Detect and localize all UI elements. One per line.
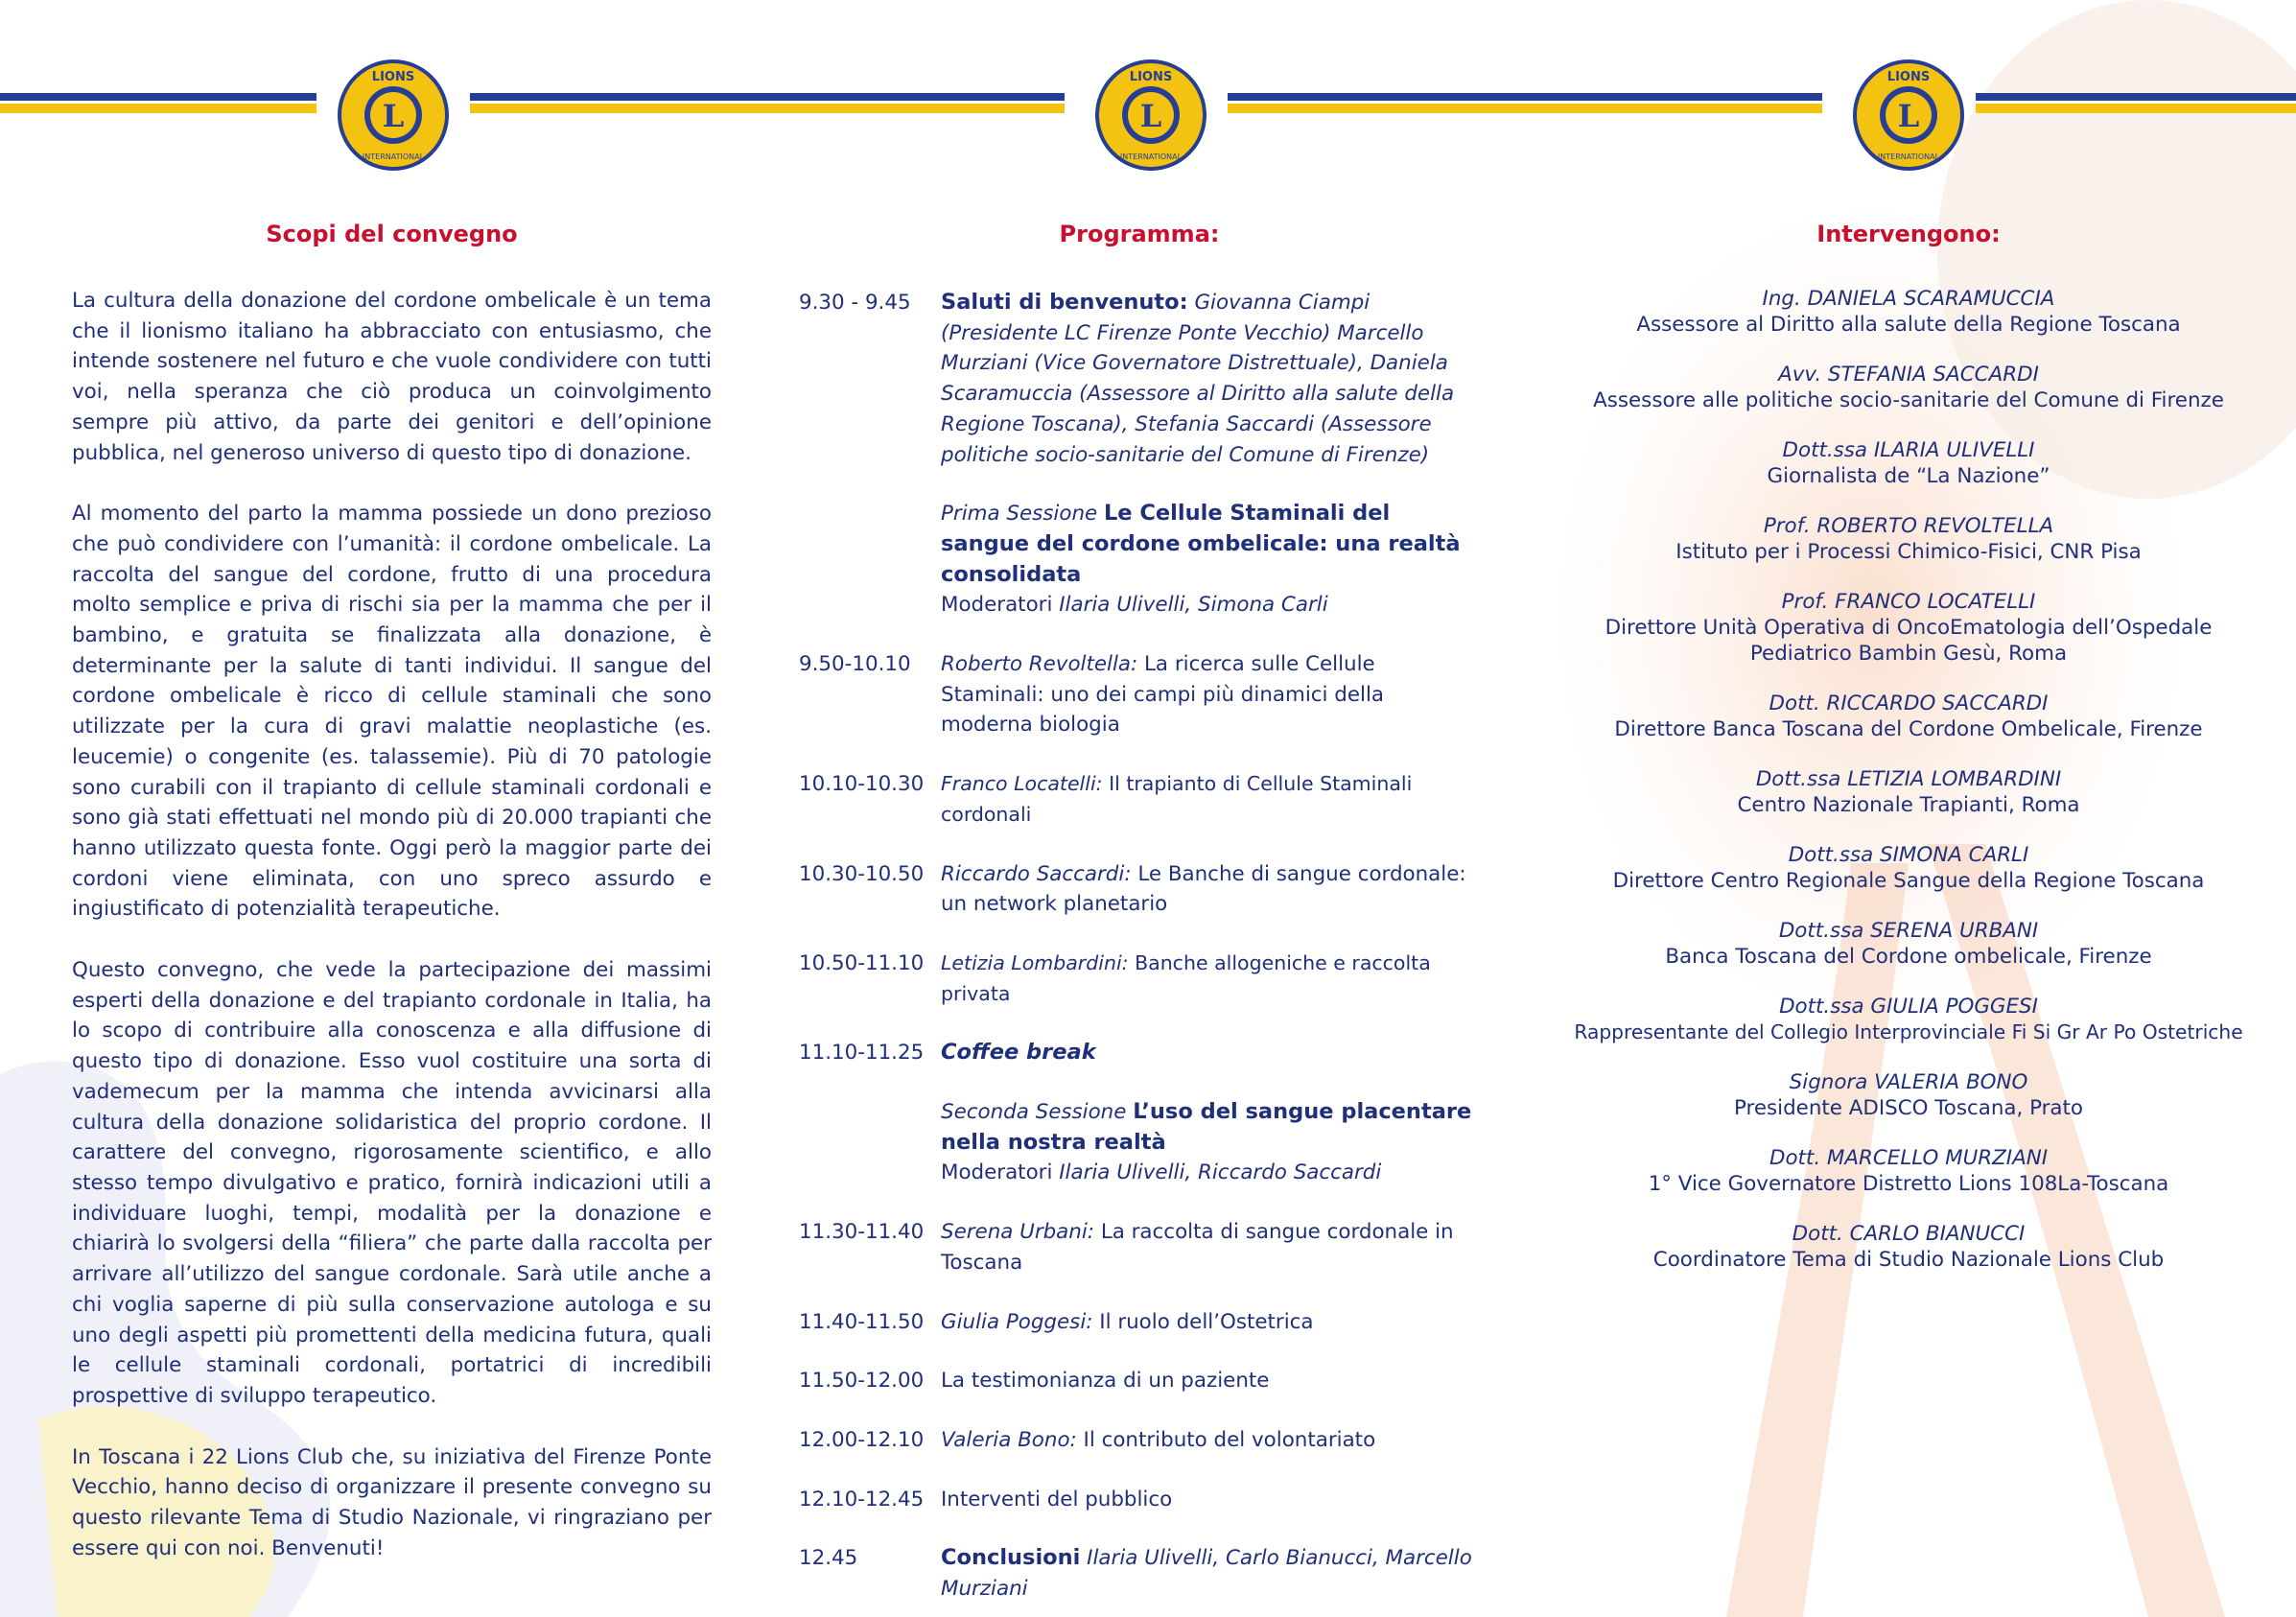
speaker-entry	[1554, 437, 2263, 489]
speaker-role: 1° Vice Governatore Distretto Lions 108La-Toscana	[1648, 1172, 2169, 1196]
speaker-role: Centro Nazionale Trapianti, Roma	[1737, 793, 2080, 817]
session-block	[799, 1097, 1480, 1188]
scopi-title: Scopi del convegno	[266, 221, 518, 247]
logo-bottom-text: INTERNATIONAL	[1877, 152, 1940, 161]
program-speaker: Giulia Poggesi:	[941, 1309, 1093, 1334]
speaker-name: Dott.ssa SERENA URBANI	[1778, 919, 2039, 943]
speaker-entry	[1554, 513, 2263, 565]
speaker-role: Coordinatore Tema di Studio Nazionale Lions Club	[1652, 1248, 2165, 1272]
speaker-name: Dott. MARCELLO MURZIANI	[1769, 1146, 2049, 1170]
program-speaker: Riccardo Saccardi:	[941, 861, 1132, 886]
speaker-entry	[1554, 362, 2263, 413]
lions-logo	[336, 58, 451, 173]
scopi-paragraph: In Toscana i 22 Lions Club che, su iniziativa del Firenze Ponte Vecchio, hanno deciso di organizzare il presente convegno su questo rilevante Tema di Studio Nazionale, vi ringraziano per essere qui con noi. Benvenuti!	[72, 1444, 712, 1560]
program-row	[799, 288, 1480, 470]
program-speaker: Letizia Lombardini:	[941, 950, 1129, 974]
program-speaker: Franco Locatelli:	[941, 772, 1103, 796]
speaker-role: Direttore Unità Operativa di OncoEmatologia dell’Ospedale Pediatrico Bambin Gesù, Roma	[1605, 616, 2213, 666]
speaker-entry	[1554, 918, 2263, 970]
program-row	[799, 769, 1480, 830]
speaker-entry	[1554, 1145, 2263, 1197]
program-time: 12.45	[799, 1546, 858, 1571]
program-time: 11.30-11.40	[799, 1220, 925, 1245]
program-topic: La testimonianza di un paziente	[941, 1369, 1270, 1394]
program-time: 10.10-10.30	[799, 772, 925, 797]
program-row	[799, 949, 1480, 1009]
session-title: L’uso del sangue placentare nella nostra realtà	[941, 1099, 1472, 1155]
moderators-label: Moderatori	[941, 593, 1060, 618]
program-time: 12.00-12.10	[799, 1427, 925, 1452]
speaker-entry	[1554, 589, 2263, 667]
coffee-break: Coffee break	[941, 1040, 1096, 1066]
program-speakers: Ilaria Ulivelli, Carlo Bianucci, Marcello Murziani	[941, 1546, 1472, 1602]
program-topic: La ricerca sulle Cellule Staminali: uno dei campi più dinamici della moderna biologia	[941, 652, 1384, 738]
speaker-role: Presidente ADISCO Toscana, Prato	[1734, 1096, 2083, 1120]
program-row	[799, 1366, 1480, 1396]
top-stripe	[1976, 93, 2296, 116]
scopi-paragraph: Questo convegno, che vede la partecipazione dei massimi esperti della donazione e del trapianto cordonale in Italia, ha lo scopo di contribuire alla conoscenza e alla diffusione di questo tipo di donazione. Esso vuol costituire una sorta di vademecum per la mamma che intenda avvicinarsi alla cultura della donazione solidaristica del proprio cordone. Il carattere del convegno, rigorosamente scientifico, e allo stesso tempo divulgativo e pratico, fornirà indicazioni utili a individuare luoghi, tempi, modalità per la donazione e chiarirà lo svolgersi della “filiera” che parte dalla raccolta per arrivare all’utilizzo del sangue cordonale. Sarà utile anche a chi voglia saperne di più sulla conservazione autologa e su uno degli aspetti più promettenti della medicina futura, quali le cellule staminali cordonali, portatrici di incredibili prospettive di sviluppo terapeutico.	[72, 958, 712, 1408]
program-time: 9.30 - 9.45	[799, 291, 911, 315]
speaker-name: Dott.ssa LETIZIA LOMBARDINI	[1755, 767, 2062, 791]
program-topic: Il ruolo dell’Ostetrica	[1092, 1309, 1314, 1334]
program-time: 12.10-12.45	[799, 1487, 925, 1512]
program-time: 11.40-11.50	[799, 1309, 925, 1334]
moderators-label: Moderatori	[941, 1160, 1060, 1185]
program-time: 10.30-10.50	[799, 861, 925, 886]
speaker-role: Banca Toscana del Cordone ombelicale, Firenze	[1665, 945, 2152, 969]
speaker-entry	[1554, 1069, 2263, 1121]
speaker-name: Dott.ssa GIULIA POGGESI	[1779, 995, 2038, 1019]
speaker-role: Direttore Centro Regionale Sangue della Regione Toscana	[1612, 869, 2205, 893]
session-block	[799, 499, 1480, 621]
program-row	[799, 1217, 1480, 1277]
program-bold-title: Conclusioni	[941, 1545, 1081, 1571]
logo-letter: L	[382, 98, 405, 134]
speaker-entry	[1554, 766, 2263, 818]
speaker-entry	[1554, 1221, 2263, 1273]
program-topic: Banche allogeniche e raccolta privata	[941, 950, 1431, 1005]
top-stripe	[470, 93, 1065, 116]
programma-section	[799, 221, 1480, 1605]
speaker-role: Istituto per i Processi Chimico-Fisici, CNR Pisa	[1675, 540, 2142, 564]
program-bold-title: Saluti di benvenuto:	[941, 290, 1188, 315]
top-stripe	[1228, 93, 1822, 116]
program-time: 10.50-11.10	[799, 950, 925, 975]
logo-bottom-text: INTERNATIONAL	[362, 152, 425, 161]
program-speaker: Valeria Bono:	[941, 1427, 1077, 1452]
programma-title: Programma:	[1059, 221, 1220, 247]
speaker-role: Assessore al Diritto alla salute della Regione Toscana	[1636, 313, 2181, 337]
speaker-role: Direttore Banca Toscana del Cordone Ombelicale, Firenze	[1614, 717, 2203, 741]
session-label: Seconda Sessione	[941, 1100, 1134, 1125]
speaker-entry	[1554, 691, 2263, 742]
speaker-name: Prof. ROBERTO REVOLTELLA	[1763, 514, 2054, 538]
top-stripe	[0, 93, 316, 116]
program-speaker: Serena Urbani:	[941, 1220, 1095, 1245]
logo-top-text: LIONS	[1886, 70, 1931, 84]
speaker-name: Avv. STEFANIA SACCARDI	[1778, 363, 2039, 387]
moderators-names: Ilaria Ulivelli, Simona Carli	[1059, 593, 1328, 618]
logo-top-text: LIONS	[371, 70, 415, 84]
intervengono-section	[1554, 221, 2263, 1297]
speaker-name: Dott. RICCARDO SACCARDI	[1769, 691, 2049, 715]
program-topic: Le Banche di sangue cordonale: un network planetario	[941, 861, 1466, 917]
session-title: Le Cellule Staminali del sangue del cordone ombelicale: una realtà consolidata	[941, 501, 1461, 587]
program-row	[799, 1307, 1480, 1338]
session-label: Prima Sessione	[941, 502, 1104, 527]
speaker-name: Dott. CARLO BIANUCCI	[1792, 1222, 2026, 1246]
speaker-entry	[1554, 286, 2263, 338]
program-speakers: Giovanna Ciampi (Presidente LC Firenze Ponte Vecchio) Marcello Murziani (Vice Governatore Distrettuale), Daniela Scaramuccia (Assessore al Diritto alla salute della Regione Toscana), Stefania Saccardi (Assessore politiche socio-sanitarie del Comune di Firenze)	[941, 291, 1455, 467]
speaker-entry	[1554, 842, 2263, 894]
program-topic: Il contributo del volontariato	[1076, 1427, 1376, 1452]
speaker-name: Dott.ssa SIMONA CARLI	[1788, 843, 2029, 867]
program-row	[799, 1425, 1480, 1456]
speaker-role: Giornalista de “La Nazione”	[1767, 464, 2050, 488]
logo-bottom-text: INTERNATIONAL	[1119, 152, 1183, 161]
intervengono-title: Intervengono:	[1816, 221, 2001, 247]
program-time: 11.50-12.00	[799, 1369, 925, 1394]
logo-top-text: LIONS	[1129, 70, 1173, 84]
moderators-names: Ilaria Ulivelli, Riccardo Saccardi	[1059, 1160, 1382, 1185]
speaker-name: Ing. DANIELA SCARAMUCCIA	[1762, 287, 2055, 311]
program-row	[799, 859, 1480, 920]
scopi-section	[72, 221, 712, 1594]
logo-letter: L	[1139, 98, 1162, 134]
program-row	[799, 1543, 1480, 1604]
scopi-paragraph: Al momento del parto la mamma possiede un dono prezioso che può condividere con l’umanità: il cordone ombelicale. La raccolta del sangue del cordone, frutto di una procedura molto semplice e priva di rischi sia per la mamma che per il bambino, e gratuita se finalizzata alla donazione, è determinante per la salute di tanti individui. Il sangue del cordone ombelicale è ricco di cellule staminali che sono utilizzate per la cura di gravi malattie neoplastiche (es. leucemie) o congenite (es. talassemie). Più di 70 patologie sono curabili con il trapianto di cellule staminali cordonali e sono già stati effettuati nel mondo più di 20.000 trapianti che hanno utilizzato questa fonte. Oggi però la maggior parte dei cordoni viene eliminata, con uno spreco assurdo e ingiustificato di potenzialità terapeutiche.	[72, 502, 712, 922]
program-row	[799, 1038, 1480, 1068]
program-row	[799, 1485, 1480, 1515]
program-time: 9.50-10.10	[799, 652, 911, 677]
program-row	[799, 649, 1480, 740]
logo-letter: L	[1897, 98, 1920, 134]
speaker-role: Rappresentante del Collegio Interprovinciale Fi Si Gr Ar Po Ostetriche	[1574, 1020, 2243, 1043]
speaker-name: Dott.ssa ILARIA ULIVELLI	[1782, 438, 2035, 462]
speaker-name: Signora VALERIA BONO	[1789, 1070, 2028, 1094]
lions-logo	[1851, 58, 1966, 173]
program-time: 11.10-11.25	[799, 1041, 925, 1066]
lions-logo	[1093, 58, 1208, 173]
speaker-role: Assessore alle politiche socio-sanitarie del Comune di Firenze	[1593, 388, 2224, 412]
scopi-paragraph: La cultura della donazione del cordone ombelicale è un tema che il lionismo italiano ha abbracciato con entusiasmo, che intende sostenere nel futuro e che vuole condividere con tutti voi, nella speranza che ciò produca un coinvolgimento sempre più attivo, da parte dei genitori e dell’opinione pubblica, nel generoso universo di questo tipo di donazione.	[72, 289, 712, 465]
speaker-entry	[1554, 994, 2263, 1045]
speaker-name: Prof. FRANCO LOCATELLI	[1781, 590, 2036, 614]
program-topic: La raccolta di sangue cordonale in Toscana	[941, 1220, 1454, 1275]
program-topic: Il trapianto di Cellule Staminali cordonali	[941, 772, 1413, 826]
program-topic: Interventi del pubblico	[941, 1487, 1173, 1512]
program-speaker: Roberto Revoltella:	[941, 652, 1138, 677]
